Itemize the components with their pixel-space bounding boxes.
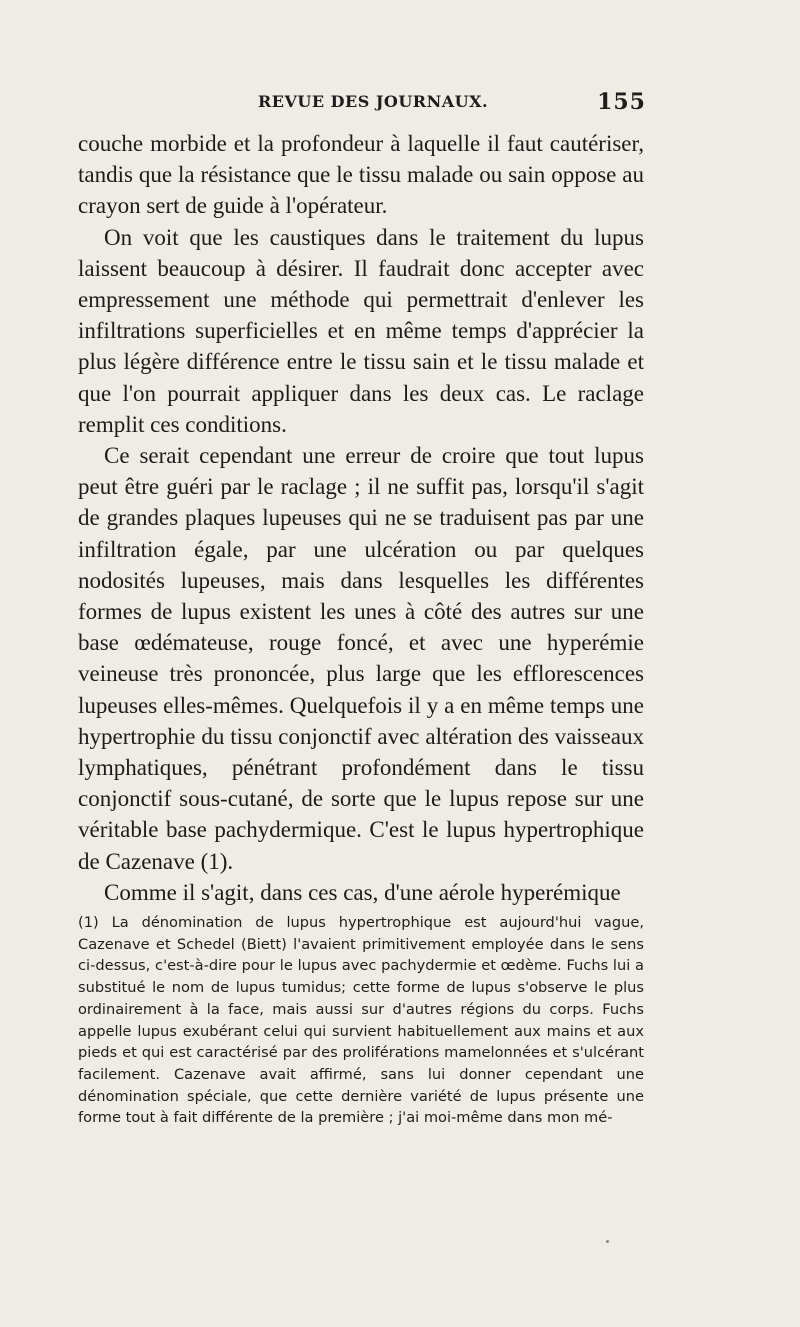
page-header [78,89,646,122]
page-number: 155 [597,89,646,115]
paper-speck [606,1240,609,1243]
footnote-text: La dénomination de lupus hypertrophique est aujourd'hui vague, Cazenave et Schedel (Biett) l'avaient primitivement employée dans le sens ci-dessus, c'est-à-dire pour le lupus avec pachydermie et œdème. Fuchs lui a substitué le nom de lupus tumidus; cette forme de lupus s'observe le plus ordinairement à la face, mais aussi sur d'autres régions du corps. Fuchs appelle lupus exubérant celui qui survient habituellement aux mains et aux pieds et qui est caractérisé par des proliférations mamelonnées et s'ulcérant facilement. Cazenave avait affirmé, sans lui donner cependant une dénomination spéciale, que cette dernière variété de lupus présente une forme tout à fait différente de la première ; j'ai moi-même dans mon mé- [78,914,645,1127]
paragraph: Ce serait cependant une erreur de croire que tout lupus peut être guéri par le raclage ; il ne suffit pas, lorsqu'il s'agit de grandes plaques lupeuses qui ne se traduisent pas par une infiltration égale, par une ulcération ou par quelques nodosités lupeuses, mais dans lesquelles les différentes formes de lupus existent les unes à côté des autres sur une base œdémateuse, rouge foncé, et avec une hyperémie veineuse très prononcée, plus large que les efflorescences lupeuses elles-mêmes. Quelquefois il y a en même temps une hypertrophie du tissu conjonctif avec altération des vaisseaux lymphatiques, pénétrant profondément dans le tissu conjonctif sous-cutané, de sorte que le lupus repose sur une véritable base pachydermique. C'est le lupus hypertrophique de Cazenave (1). [78,443,644,874]
main-text [78,128,644,908]
paragraph: Comme il s'agit, dans ces cas, d'une aérole hyperémique [104,879,621,905]
paragraph: couche morbide et la profondeur à laquelle il faut cautériser, tandis que la résistance que le tissu malade ou sain oppose au crayon sert de guide à l'opérateur. [78,131,644,219]
paragraph: On voit que les caustiques dans le traitement du lupus laissent beaucoup à désirer. Il faudrait donc accepter avec empressement une méthode qui permettrait d'enlever les infiltrations superficielles et en même temps d'apprécier la plus légère différence entre le tissu sain et le tissu malade et que l'on pourrait appliquer dans les deux cas. Le raclage remplit ces conditions. [78,224,644,437]
footnote-marker: (1) [78,914,99,931]
footnote-paragraph [78,912,644,1129]
footnote [78,912,644,1129]
running-title: REVUE DES JOURNAUX. [258,92,489,111]
